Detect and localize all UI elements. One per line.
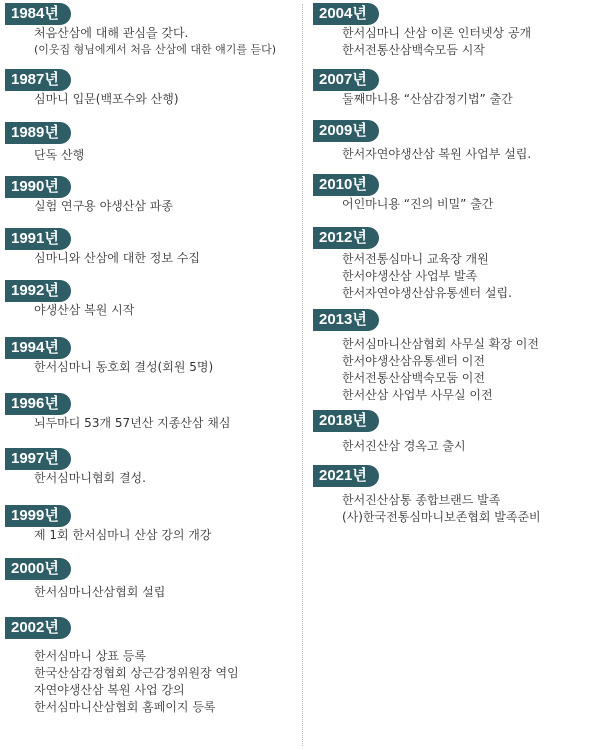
timeline-item: 한서심마니산삼협회 홈페이지 등록 — [34, 700, 216, 714]
timeline-item: 자연야생산삼 복원 사업 강의 — [34, 683, 185, 697]
year-badge: 1991년 — [5, 228, 71, 250]
year-badge: 1984년 — [5, 3, 71, 25]
timeline-item: 어인마니용 “진의 비밀” 출간 — [342, 197, 494, 211]
timeline-item: 처음산삼에 대해 관심을 갖다. — [34, 26, 189, 40]
timeline-item: 심마니 입문(백포수와 산행) — [34, 92, 179, 106]
year-badge: 2000년 — [5, 558, 71, 580]
timeline-item: 한서자연야생산삼 복원 사업부 설립. — [342, 147, 532, 161]
column-divider — [302, 4, 303, 746]
timeline-item: 한서진산삼통 종합브랜드 발족 — [342, 493, 501, 507]
year-badge: 1994년 — [5, 337, 71, 359]
timeline-note: (이웃집 형님에게서 처음 산삼에 대한 얘기를 듣다) — [34, 43, 277, 56]
timeline-item: 실험 연구용 야생산삼 파종 — [34, 199, 173, 213]
timeline-item: (사)한국전통심마니보존협회 발족준비 — [342, 510, 541, 524]
year-badge: 2007년 — [313, 69, 379, 91]
timeline-item: 한서야생산삼유통센터 이전 — [342, 354, 485, 368]
year-badge: 2021년 — [313, 465, 379, 487]
timeline-item: 한서심마니 상표 등록 — [34, 649, 146, 663]
timeline-item: 한서전통산삼백숙모둠 이전 — [342, 371, 485, 385]
timeline-item: 뇌두마디 53개 57년산 지종산삼 채심 — [34, 416, 231, 430]
year-badge: 1999년 — [5, 505, 71, 527]
year-badge: 2013년 — [313, 309, 379, 331]
year-badge: 2004년 — [313, 3, 379, 25]
year-badge: 1987년 — [5, 69, 71, 91]
timeline-item: 둘째마니용 “산삼감정기법” 출간 — [342, 92, 513, 106]
year-badge: 1989년 — [5, 122, 71, 144]
year-badge: 2009년 — [313, 120, 379, 142]
timeline-item: 한서전통심마니 교육장 개원 — [342, 252, 489, 266]
year-badge: 1996년 — [5, 393, 71, 415]
year-badge: 1997년 — [5, 448, 71, 470]
timeline-item: 한국산삼감정협회 상근감정위원장 역임 — [34, 666, 239, 680]
year-badge: 1992년 — [5, 280, 71, 302]
year-badge: 2002년 — [5, 617, 71, 639]
timeline-item: 단독 산행 — [34, 148, 85, 162]
timeline-item: 한서심마니협회 결성. — [34, 471, 146, 485]
timeline-item: 한서산삼 사업부 사무실 이전 — [342, 388, 493, 402]
timeline-item: 야생산삼 복원 시작 — [34, 303, 135, 317]
timeline-item: 한서심마니 산삼 이론 인터넷상 공개 — [342, 26, 532, 40]
timeline-item: 한서심마니 동호회 결성(회원 5명) — [34, 360, 214, 374]
year-badge: 1990년 — [5, 176, 71, 198]
timeline-item: 한서야생산삼 사업부 발족 — [342, 269, 478, 283]
year-badge: 2010년 — [313, 174, 379, 196]
year-badge: 2012년 — [313, 227, 379, 249]
timeline-item: 제 1회 한서심마니 산삼 강의 개강 — [34, 528, 212, 542]
timeline-item: 한서자연야생산삼유통센터 설립. — [342, 286, 512, 300]
timeline-item: 한서진산삼 경옥고 출시 — [342, 439, 466, 453]
year-badge: 2018년 — [313, 410, 379, 432]
timeline-item: 한서심마니산삼협회 설립 — [34, 585, 166, 599]
timeline-item: 한서심마니산삼협회 사무실 확장 이전 — [342, 337, 539, 351]
timeline-item: 심마니와 산삼에 대한 정보 수집 — [34, 251, 200, 265]
timeline-item: 한서전통산삼백숙모듬 시작 — [342, 43, 485, 57]
